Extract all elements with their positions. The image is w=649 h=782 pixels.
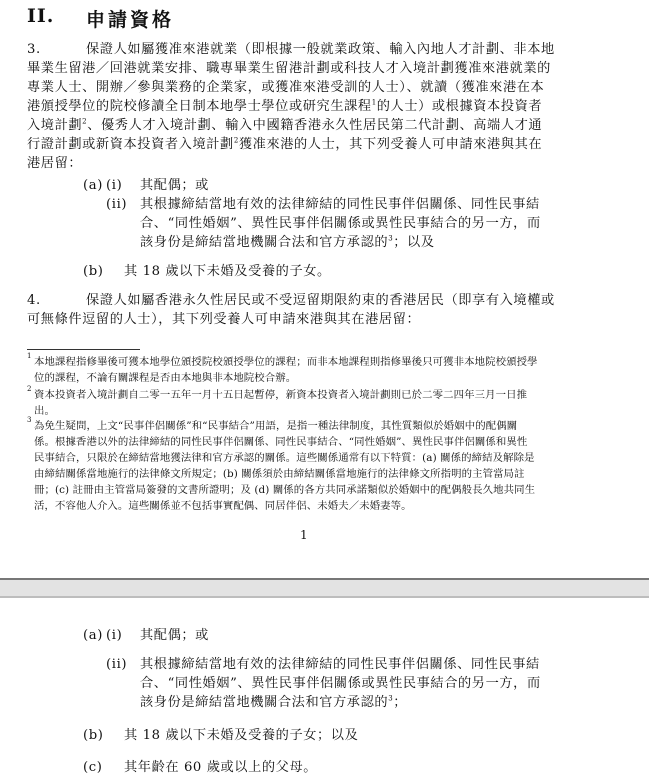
list-label-b: (b) [83, 264, 104, 279]
footnote-line: 活，不容他人介入。這些關係並不包括事實配偶、同居伴侶、未婚夫／未婚妻等。 [34, 500, 412, 512]
list-item-text: 其 18 歲以下未婚及受養的子女。 [124, 264, 331, 279]
list-label-c: (c) [83, 760, 103, 775]
paragraph-line: 可無條件逗留的人士），其下列受養人可申請來港與其在港居留： [27, 312, 421, 327]
list-item-text: 該身份是締結當地機關合法和官方承認的$^3$； [140, 694, 408, 710]
footnote-ref: 2 [233, 136, 239, 145]
list-label-i: (i) [106, 628, 123, 643]
page-number: 1 [300, 528, 308, 542]
footnote-line: 係。根據香港以外的法律締結的同性民事伴侶關係、同性民事結合、“同性婚姻”、異性民事伴侶關係和異性 [34, 436, 528, 448]
list-label-ii: (ii) [106, 657, 128, 672]
footnote-ref: 1 [371, 98, 377, 107]
list-item-text: 其根據締結當地有效的法律締結的同性民事伴侶關係、同性民事結 [140, 197, 540, 212]
footnote-line: 本地課程指修畢後可獲本地學位頒授院校頒授學位的課程；而非本地課程則指修畢後只可獲非本地院校頒授學 [34, 356, 538, 368]
list-label-i: (i) [106, 178, 123, 193]
footnote-line: 出。 [34, 405, 55, 417]
section-title: 申請資格 [86, 9, 175, 31]
document-page-2 [0, 598, 649, 782]
list-item-text: 其年齡在 60 歲或以上的父母。 [124, 760, 318, 775]
footnote-line: 民事結合，只限於在締結當地獲法律和官方承認的關係。這些關係通常有以下特質：(a) 關係的締結及解除是 [34, 452, 535, 464]
footnote-line: 由締結關係當地施行的法律條文所規定；(b) 關係須於由締結關係當地施行的法律條文所指明的主管當局註 [34, 468, 525, 480]
section-number: II. [27, 5, 55, 27]
footnote-separator [27, 349, 140, 350]
list-item-text: 其 18 歲以下未婚及受養的子女；以及 [124, 728, 359, 743]
list-item-text: 合、“同性婚姻”、異性民事伴侶關係或異性民事結合的另一方，而 [140, 676, 541, 691]
paragraph-line: 入境計劃$^2$、優秀人才入境計劃、輸入中國籍香港永久性居民第二代計劃、高端人才通 [27, 117, 543, 133]
paragraph-line: 畢業生留港／回港就業安排、職專畢業生留港計劃或科技人才入境計劃獲准來港就業的 [27, 61, 551, 76]
list-label-a: (a) [83, 178, 103, 193]
footnote-line: 位的課程，不論有關課程是否由本地與非本地院校合辦。 [34, 372, 297, 384]
list-item-text: 該身份是締結當地機關合法和官方承認的$^3$；以及 [140, 234, 435, 250]
document-page-1: II. 申請資格 3. 保證人如屬獲准來港就業（即根據一般就業政策、輸入內地人才計劃、非本地 畢業生留港／回港就業安排、職專畢業生留港計劃或科技人才入境計劃獲准來港就業的 專業人士、開辦／參與業務的企業家，或獲准來港受訓的人士）、就讀（獲准來港在本 港頒授學位的院校修讀全日制本地學士學位或研究生課程$^1$的人士）或根據資本投資者 入境計劃$^2$、優秀人才入境計劃、輸入中國籍香港永久性居民第二代計劃、高端人才通 行證計劃或新資本投資者入境計劃$^2$獲准來港的人士，其下列受養人可申請來港與其在 港居留： (a) (i) 其配偶；或 (ii) 其根據締結當地有效的法律締結的同性民事伴侶關係、同性民事結 合、“同性婚姻”、異性民事伴侶關係或異性民事結合的另一方，而 該身份是締結當地機關合法和官方承認的$^3$；以及 (b) 其 18 歲以下未婚及受養的子女。 4. 保證人如屬香港永久性居民或不受逗留期限約束的香港居民（即享有入境權或 可無條件逗留的人士），其下列受養人可申請來港與其在港居留： 1 本地課程指修畢後可獲本地學位頒授院校頒授學位的課程；而非本地課程則指修畢後只可獲非本地院校頒授學 位的課程，不論有關課程是否由本地與非本地院校合辦。 2 資本投資者入境計劃自二零一五年一月十五日起暫停，新資本投資者入境計劃則已於二零二四年三月一日推 出。 3 為免生疑問，上文“民事伴侶關係”和“民事結合”用語，是指一種法律制度，其性質類似於婚姻中的配偶關 係。根據香港以外的法律締結的同性民事伴侶關係、同性民事結合、“同性婚姻”、異性民事伴侶關係和異性 民事結合，只限於在締結當地獲法律和官方承認的關係。這些關係通常有以下特質：(a) 關係的締結及解除是 由締結關係當地施行的法律條文所規定；(b) 關係須於由締結關係當地施行的法律條文所指明的主管當局註 冊；(c) 註冊由主管當局簽發的文書所證明；及 (d) 關係的各方共同承諾類似於婚姻中的配偶般長久地共同生 活，不容他人介入。這些關係並不包括事實配偶、同居伴侶、未婚夫／未婚妻等。 1 [0, 0, 649, 578]
paragraph-line: 港頒授學位的院校修讀全日制本地學士學位或研究生課程$^1$的人士）或根據資本投資者 [27, 98, 543, 114]
paragraph-number: 4. [27, 293, 41, 308]
footnote-line: 冊；(c) 註冊由主管當局簽發的文書所證明；及 (d) 關係的各方共同承諾類似於婚姻中的配偶般長久地共同生 [34, 484, 536, 496]
list-item-text: 其配偶；或 [140, 178, 209, 193]
paragraph-line: 港居留： [27, 156, 83, 171]
paragraph-number: 3. [27, 42, 41, 57]
footnote-ref: 3 [388, 234, 394, 243]
footnote-ref: 2 [82, 117, 88, 126]
paragraph-line: 保證人如屬獲准來港就業（即根據一般就業政策、輸入內地人才計劃、非本地 [86, 42, 555, 57]
paragraph-line: 專業人士、開辦／參與業務的企業家，或獲准來港受訓的人士）、就讀（獲准來港在本 [27, 80, 545, 95]
list-item-text: 其根據締結當地有效的法律締結的同性民事伴侶關係、同性民事結 [140, 657, 540, 672]
footnote-ref: 3 [388, 694, 394, 703]
paragraph-line: 行證計劃或新資本投資者入境計劃$^2$獲准來港的人士，其下列受養人可申請來港與其在 [27, 136, 543, 152]
list-label-ii: (ii) [106, 197, 128, 212]
list-item-text: 其配偶；或 [140, 628, 209, 643]
page-break [0, 578, 649, 598]
list-label-b: (b) [83, 728, 104, 743]
list-label-a: (a) [83, 628, 103, 643]
list-item-text: 合、“同性婚姻”、異性民事伴侶關係或異性民事結合的另一方，而 [140, 216, 541, 231]
footnote-line: 資本投資者入境計劃自二零一五年一月十五日起暫停，新資本投資者入境計劃則已於二零二四年三月一日推 [34, 389, 528, 401]
paragraph-line: 保證人如屬香港永久性居民或不受逗留期限約束的香港居民（即享有入境權或 [86, 293, 555, 308]
footnote-line: 為免生疑問，上文“民事伴侶關係”和“民事結合”用語，是指一種法律制度，其性質類似於婚姻中的配偶關 [34, 420, 518, 432]
